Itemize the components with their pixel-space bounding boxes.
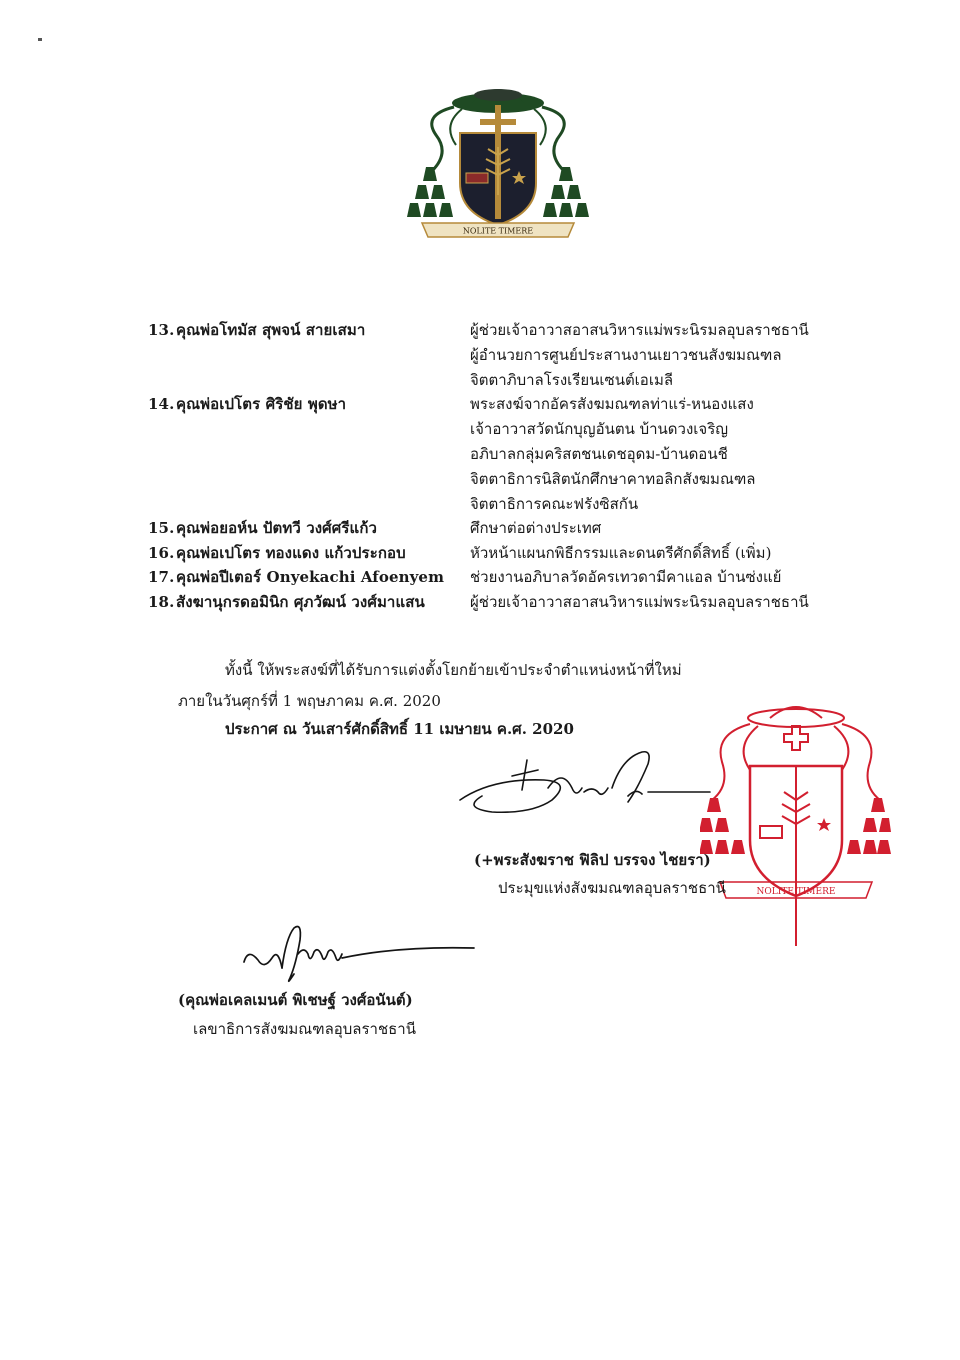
appointment-row (148, 417, 868, 442)
closing-line-2: ภายในวันศุกร์ที่ 1 พฤษภาคม ค.ศ. 2020 (178, 692, 441, 710)
appointment-row (148, 368, 868, 393)
appointment-row (148, 516, 868, 541)
assigned-role: ผู้ช่วยเจ้าอาวาสอาสนวิหารแม่พระนิรมลอุบลราชธานี (470, 321, 809, 339)
crest-motto: NOLITE TIMERE (462, 226, 534, 236)
bishop-name: (+พระสังฆราช ฟิลิป บรรจง ไชยรา) (474, 851, 711, 869)
priest-name (148, 541, 406, 565)
appointment-row (148, 467, 868, 492)
appointment-row (148, 492, 868, 517)
scan-speck (38, 38, 42, 41)
assigned-role: จิตตาธิการนิสิตนักศึกษาคาทอลิกสังฆมณฑล (470, 469, 756, 488)
priest-name-text: คุณพ่อยอห์น ปัตทวี วงศ์ศรีแก้ว (176, 519, 378, 538)
appointment-number: 15. (148, 519, 175, 538)
assigned-role: อภิบาลกลุ่มคริสตชนเดชอุดม-บ้านดอนชี (470, 444, 728, 463)
appointment-row (148, 392, 868, 417)
appointment-number: 18. (148, 592, 175, 611)
priest-name-text: คุณพ่อเปโตร ทองแดง แก้วประกอบ (176, 543, 406, 562)
bishop-signature (452, 748, 712, 838)
secretary-name: (คุณพ่อเคลเมนต์ พิเชษฐ์ วงศ์อนันต์) (178, 991, 413, 1009)
appointment-row (148, 318, 868, 343)
closing-line-1: ทั้งนี้ ให้พระสงฆ์ที่ได้รับการแต่งตั้งโยกย้ายเข้าประจำตำแหน่งหน้าที่ใหม่ (225, 661, 682, 679)
priest-name-text: สังฆานุกรดอมินิก ศุภวัฒน์ วงศ์มาแสน (176, 592, 425, 611)
priest-name-text: คุณพ่อปีเตอร์ Onyekachi Afoenyem (176, 568, 445, 587)
priest-name (148, 590, 425, 614)
assigned-role: เจ้าอาวาสวัดนักบุญอันตน บ้านดวงเจริญ (470, 420, 729, 439)
appointment-number: 17. (148, 568, 175, 587)
appointment-number: 14. (148, 395, 175, 414)
assigned-role: ช่วยงานอภิบาลวัดอัครเทวดามีคาแอล บ้านซ่งแย้ (470, 568, 782, 587)
appointment-entry (148, 516, 868, 541)
appointment-list (148, 318, 868, 614)
priest-name-text: คุณพ่อโทมัส สุพจน์ สายเสมา (176, 321, 366, 339)
appointment-entry (148, 565, 868, 590)
priest-name-text: คุณพ่อเปโตร ศิริชัย พุดษา (176, 395, 347, 414)
appointment-row (148, 590, 868, 615)
seal-motto: NOLITE TIMERE (756, 887, 836, 897)
assigned-role: จิตตาภิบาลโรงเรียนเซนต์เอเมลี (470, 370, 674, 389)
secretary-signature (238, 918, 478, 990)
red-episcopal-seal (700, 700, 892, 950)
appointment-entry (148, 318, 868, 392)
appointment-entry (148, 590, 868, 615)
assigned-role: ผู้อำนวยการศูนย์ประสานงานเยาวชนสังฆมณฑล (470, 345, 782, 364)
appointment-entry (148, 392, 868, 516)
appointment-row (148, 442, 868, 467)
priest-name (148, 565, 444, 589)
appointment-number: 13. (148, 321, 175, 339)
priest-name (148, 392, 346, 416)
assigned-role: หัวหน้าแผนกพิธีกรรมและดนตรีศักดิ์สิทธิ์ (เพิ่ม) (470, 543, 772, 562)
appointment-entry (148, 541, 868, 566)
assigned-role: จิตตาธิการคณะฟรังซิสกัน (470, 494, 639, 513)
assigned-role: ศึกษาต่อต่างประเทศ (470, 519, 602, 538)
announcement-date: ประกาศ ณ วันเสาร์ศักดิ์สิทธิ์ 11 เมษายน ค.ศ. 2020 (225, 720, 574, 738)
assigned-role: พระสงฆ์จากอัครสังฆมณฑลท่าแร่-หนองแสง (470, 395, 754, 414)
priest-name (148, 318, 365, 342)
secretary-title: เลขาธิการสังฆมณฑลอุบลราชธานี (193, 1020, 416, 1038)
episcopal-coat-of-arms (402, 75, 594, 245)
appointment-row (148, 541, 868, 566)
assigned-role: ผู้ช่วยเจ้าอาวาสอาสนวิหารแม่พระนิรมลอุบลราชธานี (470, 592, 809, 611)
appointment-number: 16. (148, 543, 175, 562)
appointment-row (148, 565, 868, 590)
bishop-title: ประมุขแห่งสังฆมณฑลอุบลราชธานี (498, 879, 726, 897)
priest-name (148, 516, 377, 540)
appointment-row (148, 343, 868, 368)
